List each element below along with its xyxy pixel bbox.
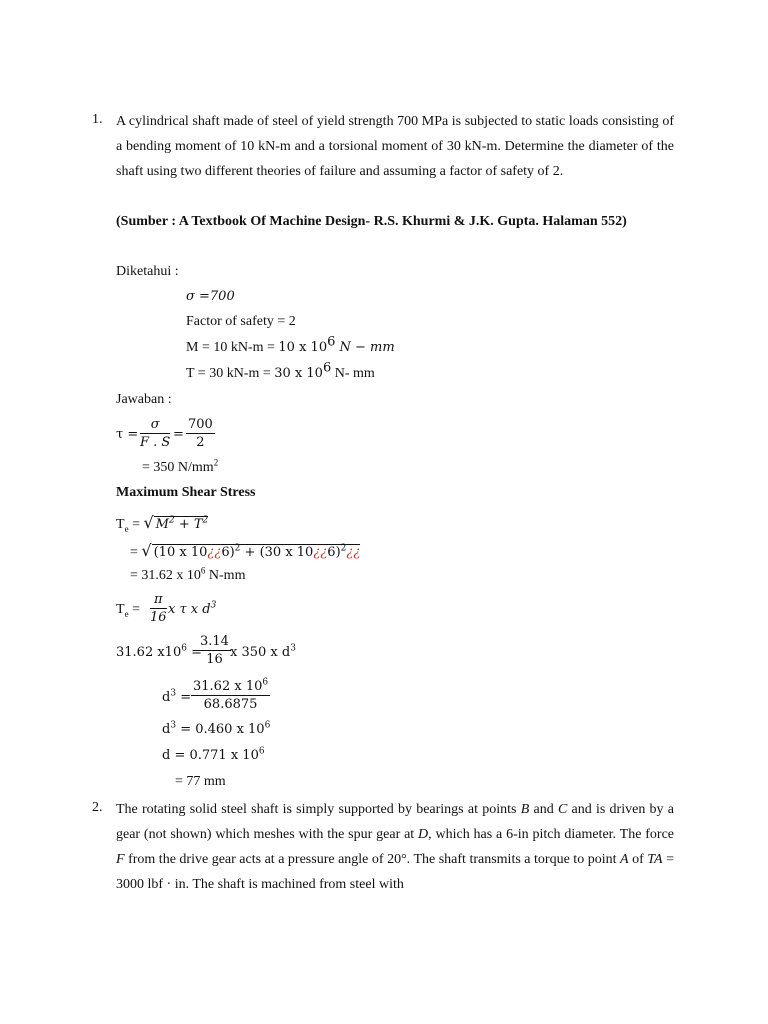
te-equation-4-rhs: x τ x $d^3$ <box>168 600 217 617</box>
te-equation-2: = √ (10 x 10¿¿6)$^2$ + (30 x 10¿¿6)$^2$¿¿ <box>130 541 361 560</box>
mss-heading: Maximum Shear Stress <box>116 485 256 500</box>
equation-8: d = 0.771 x $10^6$ <box>162 746 265 763</box>
fraction-314-over-16: $\frac{3.14}{16}$ <box>200 634 229 667</box>
te-equation-4-lhs: $T_e$ = <box>116 602 140 619</box>
source-citation: (Sumber : A Textbook Of Machine Design- R.S. Khurmi & J.K. Gupta. Halaman 552) <box>116 214 627 229</box>
given-sigma: σ =700 <box>186 289 235 304</box>
equation-5-lhs: 31.62 $x10^6$ = <box>116 643 202 660</box>
question-1-number: 1. <box>92 112 103 127</box>
equation-6-lhs: $d^3$ = <box>162 688 192 705</box>
question-1-text: A cylindrical shaft made of steel of yield strength 700 MPa is subjected to static loads consisting of a bending moment of 10 kN-m and a torsional moment of 30 kN-m. Determine the diameter of the shaft using two different theories of failure and assuming a factor of safety of 2. <box>116 114 674 179</box>
tau-fraction-1: $\frac{\sigma}{F . S}$ <box>140 417 171 450</box>
given-label: Diketahui : <box>116 264 179 279</box>
question-2-text: The rotating solid steel shaft is simply supported by bearings at points B and C and is driven by a gear (not shown) which meshes with the spur gear at D, which has a 6-in pitch diameter. The force F from the drive gear acts at a pressure angle of 20°. The shaft transmits a torque to point A of TA = 3000 lbf · in. The shaft is machined from steel with <box>116 802 675 892</box>
equation-7: $d^3 = 0.460$ x $10^6$ <box>162 720 271 737</box>
given-torque: T = 30 kN-m = 30 x $10^6$ N- mm <box>186 360 375 381</box>
pi-over-16: $\frac{\pi}{16}$ <box>150 592 167 625</box>
question-2-number: 2. <box>92 800 103 815</box>
equation-9-result: = 77 mm <box>175 774 226 789</box>
tau-fraction-2: $\frac{700}{2}$ <box>188 417 213 450</box>
equation-5-rhs: x 350 x $d^3$ <box>230 643 296 660</box>
fraction-d-cubed: $\frac{31.62 x 10^6}{68.6875}$ <box>193 677 269 712</box>
given-moment: M = 10 kN-m = 10 x $10^6$ N − mm <box>186 334 395 355</box>
given-factor-of-safety: Factor of safety = 2 <box>186 314 296 329</box>
te-equation-3: = 31.62 x $10^6$ N-mm <box>130 565 246 583</box>
answer-label: Jawaban : <box>116 392 172 407</box>
tau-result: = 350 $N/mm^2$ <box>142 457 219 475</box>
tau-equals: = <box>173 427 184 442</box>
te-equation-1: $T_e$ = √ $M^2 + T^2$ <box>116 513 209 534</box>
tau-lhs: τ = <box>116 427 139 442</box>
